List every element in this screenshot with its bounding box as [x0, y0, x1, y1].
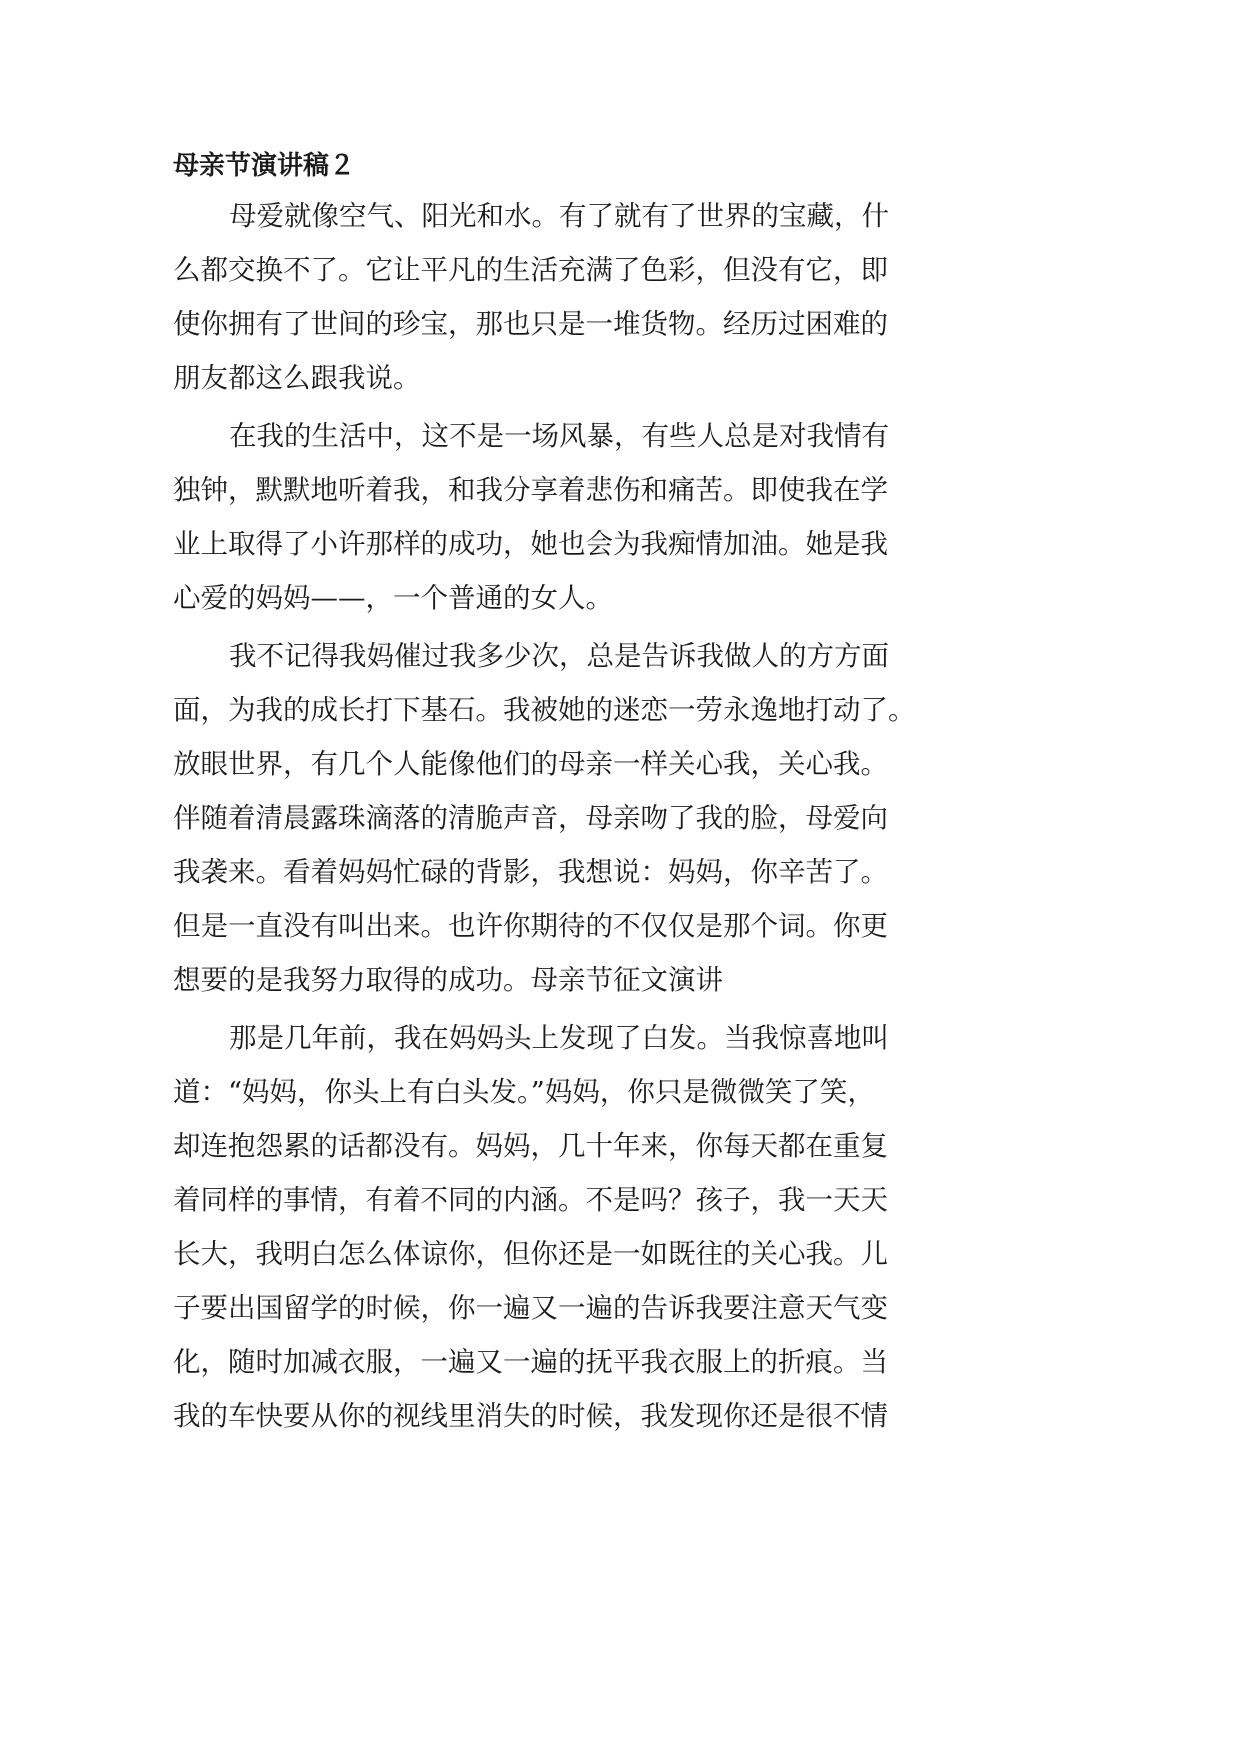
paragraph-line: 朋友都这么跟我说。 — [173, 362, 421, 394]
paragraph — [173, 409, 948, 625]
paragraph-line: 么都交换不了。它让平凡的生活充满了色彩，但没有它，即 — [173, 254, 888, 286]
paragraph-line: 那是几年前，我在妈妈头上发现了白发。当我惊喜地叫 — [229, 1022, 889, 1054]
paragraph-line: 业上取得了小许那样的成功，她也会为我痴情加油。她是我 — [173, 528, 888, 560]
paragraph-line: 化，随时加减衣服，一遍又一遍的抚平我衣服上的折痕。当 — [173, 1346, 888, 1378]
paragraph — [173, 1011, 948, 1443]
paragraph — [173, 189, 948, 405]
paragraph — [173, 629, 948, 1007]
paragraph-line: 着同样的事情，有着不同的内涵。不是吗？孩子，我一天天 — [173, 1184, 888, 1216]
paragraph-line: 伴随着清晨露珠滴落的清脆声音，母亲吻了我的脸，母爱向 — [173, 802, 888, 834]
document-body — [173, 143, 948, 1443]
paragraph-line: 长大，我明白怎么体谅你，但你还是一如既往的关心我。儿 — [173, 1238, 888, 1270]
paragraph-line: 我不记得我妈催过我多少次，总是告诉我做人的方方面 — [229, 640, 889, 672]
paragraph-line: 面，为我的成长打下基石。我被她的迷恋一劳永逸地打动了。 — [173, 694, 916, 726]
paragraph-line: 母爱就像空气、阳光和水。有了就有了世界的宝藏，什 — [229, 200, 889, 232]
paragraph-line: 我袭来。看着妈妈忙碌的背影，我想说：妈妈，你辛苦了。 — [173, 856, 888, 888]
paragraph-line: 子要出国留学的时候，你一遍又一遍的告诉我要注意天气变 — [173, 1292, 888, 1324]
paragraph-line: 我的车快要从你的视线里消失的时候，我发现你还是很不情 — [173, 1400, 888, 1432]
paragraph-line: 在我的生活中，这不是一场风暴，有些人总是对我情有 — [229, 420, 889, 452]
paragraph-line: 道：“妈妈，你头上有白头发。”妈妈，你只是微微笑了笑， — [173, 1076, 875, 1108]
document-title: 母亲节演讲稿２ — [173, 151, 356, 181]
paragraph-line: 心爱的妈妈——，一个普通的女人。 — [173, 582, 613, 614]
paragraph-line: 想要的是我努力取得的成功。母亲节征文演讲 — [173, 964, 723, 996]
paragraph-line: 使你拥有了世间的珍宝，那也只是一堆货物。经历过困难的 — [173, 308, 888, 340]
paragraph-line: 独钟，默默地听着我，和我分享着悲伤和痛苦。即使我在学 — [173, 474, 888, 506]
paragraph-line: 放眼世界，有几个人能像他们的母亲一样关心我，关心我。 — [173, 748, 888, 780]
paragraph-line: 却连抱怨累的话都没有。妈妈，几十年来，你每天都在重复 — [173, 1130, 888, 1162]
paragraph-line: 但是一直没有叫出来。也许你期待的不仅仅是那个词。你更 — [173, 910, 888, 942]
